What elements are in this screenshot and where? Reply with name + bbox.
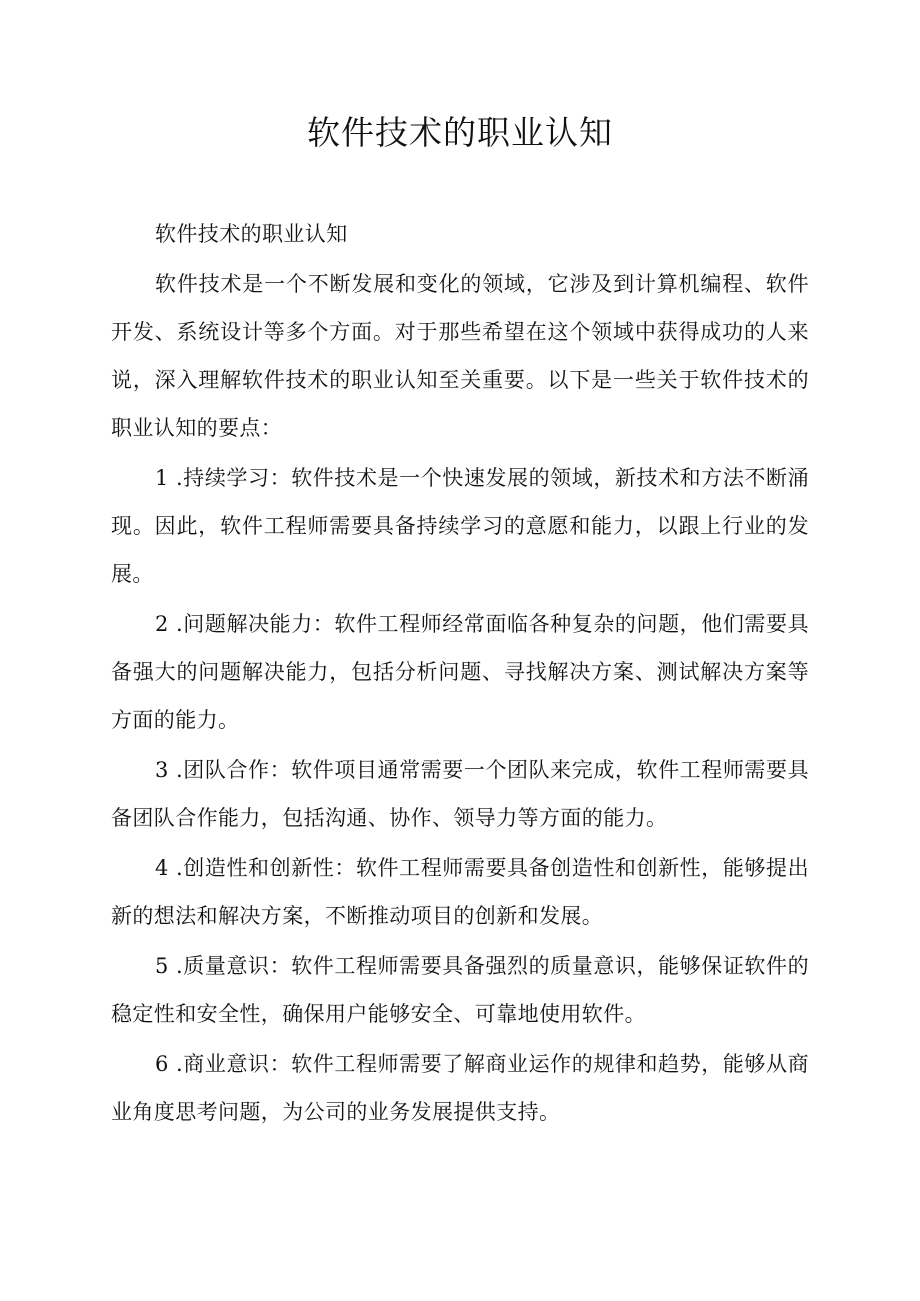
point-item (111, 746, 809, 842)
point-item (111, 454, 809, 598)
point-number: 4 (155, 856, 169, 880)
point-number: 2 (155, 612, 169, 636)
point-item (111, 600, 809, 744)
point-text: .持续学习：软件技术是一个快速发展的领域，新技术和方法不断涌现。因此，软件工程师需要具备持续学习的意愿和能力，以跟上行业的发展。 (111, 466, 809, 586)
point-item (111, 942, 809, 1038)
document-body (111, 210, 809, 1138)
point-text: .创造性和创新性：软件工程师需要具备创造性和创新性，能够提出新的想法和解决方案，不断推动项目的创新和发展。 (111, 856, 809, 928)
point-text: .问题解决能力：软件工程师经常面临各种复杂的问题，他们需要具备强大的问题解决能力，包括分析问题、寻找解决方案、测试解决方案等方面的能力。 (111, 612, 809, 732)
point-text: .商业意识：软件工程师需要了解商业运作的规律和趋势，能够从商业角度思考问题，为公司的业务发展提供支持。 (111, 1052, 809, 1124)
intro-paragraph: 软件技术是一个不断发展和变化的领域，它涉及到计算机编程、软件开发、系统设计等多个方面。对于那些希望在这个领域中获得成功的人来说，深入理解软件技术的职业认知至关重要。以下是一些关于软件技术的职业认知的要点： (111, 272, 809, 440)
point-text: .团队合作：软件项目通常需要一个团队来完成，软件工程师需要具备团队合作能力，包括沟通、协作、领导力等方面的能力。 (111, 758, 809, 830)
page-title: 软件技术的职业认知 (307, 113, 613, 152)
point-text: .质量意识：软件工程师需要具备强烈的质量意识，能够保证软件的稳定性和安全性，确保用户能够安全、可靠地使用软件。 (111, 954, 809, 1026)
subtitle-paragraph: 软件技术的职业认知 (155, 222, 348, 246)
point-number: 1 (155, 466, 169, 490)
point-item (111, 1040, 809, 1136)
point-number: 3 (155, 758, 169, 782)
point-item (111, 844, 809, 940)
point-number: 5 (155, 954, 169, 978)
point-number: 6 (155, 1052, 169, 1076)
